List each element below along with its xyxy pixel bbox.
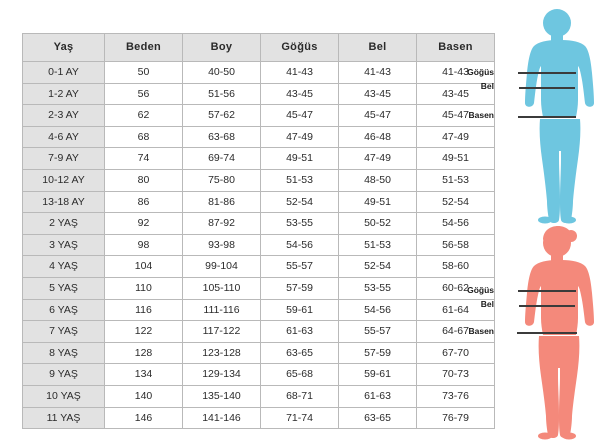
cell-basen: 45-47 — [417, 105, 495, 127]
cell-bel: 52-54 — [339, 256, 417, 278]
cell-boy: 75-80 — [183, 169, 261, 191]
cell-gogus: 54-56 — [261, 234, 339, 256]
boy-figure — [467, 6, 600, 224]
cell-age: 6 YAŞ — [23, 299, 105, 321]
table-row — [23, 126, 495, 148]
boy-hip-label: Basen — [468, 110, 494, 120]
cell-bel: 45-47 — [339, 105, 417, 127]
column-header-yas: Yaş — [23, 34, 105, 62]
cell-age: 8 YAŞ — [23, 342, 105, 364]
cell-basen: 64-67 — [417, 321, 495, 343]
cell-age: 2 YAŞ — [23, 213, 105, 235]
table-row — [23, 191, 495, 213]
cell-gogus: 65-68 — [261, 364, 339, 386]
cell-age: 4 YAŞ — [23, 256, 105, 278]
cell-age: 5 YAŞ — [23, 277, 105, 299]
cell-beden: 128 — [105, 342, 183, 364]
column-header-bel: Bel — [339, 34, 417, 62]
cell-bel: 63-65 — [339, 407, 417, 429]
cell-beden: 80 — [105, 169, 183, 191]
cell-basen: 76-79 — [417, 407, 495, 429]
cell-beden: 62 — [105, 105, 183, 127]
cell-gogus: 41-43 — [261, 62, 339, 84]
column-header-boy: Boy — [183, 34, 261, 62]
cell-bel: 51-53 — [339, 234, 417, 256]
cell-age: 9 YAŞ — [23, 364, 105, 386]
cell-basen: 51-53 — [417, 169, 495, 191]
table-row — [23, 62, 495, 84]
cell-beden: 68 — [105, 126, 183, 148]
table-row — [23, 83, 495, 105]
cell-boy: 123-128 — [183, 342, 261, 364]
cell-gogus: 61-63 — [261, 321, 339, 343]
cell-gogus: 55-57 — [261, 256, 339, 278]
cell-boy: 93-98 — [183, 234, 261, 256]
size-table-container — [22, 33, 494, 429]
table-row — [23, 385, 495, 407]
cell-boy: 129-134 — [183, 364, 261, 386]
cell-beden: 122 — [105, 321, 183, 343]
size-table-body — [23, 62, 495, 429]
cell-age: 7 YAŞ — [23, 321, 105, 343]
cell-boy: 63-68 — [183, 126, 261, 148]
cell-boy: 69-74 — [183, 148, 261, 170]
cell-beden: 110 — [105, 277, 183, 299]
cell-gogus: 71-74 — [261, 407, 339, 429]
cell-age: 1-2 AY — [23, 83, 105, 105]
cell-beden: 98 — [105, 234, 183, 256]
table-row — [23, 256, 495, 278]
table-row — [23, 342, 495, 364]
cell-boy: 141-146 — [183, 407, 261, 429]
table-row — [23, 299, 495, 321]
girl-hip-label: Basen — [468, 326, 494, 336]
cell-gogus: 57-59 — [261, 277, 339, 299]
cell-gogus: 59-61 — [261, 299, 339, 321]
cell-age: 3 YAŞ — [23, 234, 105, 256]
size-table — [22, 33, 495, 429]
body-figures — [467, 0, 600, 445]
cell-bel: 49-51 — [339, 191, 417, 213]
table-row — [23, 321, 495, 343]
cell-bel: 53-55 — [339, 277, 417, 299]
cell-beden: 134 — [105, 364, 183, 386]
table-header-row — [23, 34, 495, 62]
cell-age: 4-6 AY — [23, 126, 105, 148]
cell-gogus: 52-54 — [261, 191, 339, 213]
cell-basen: 58-60 — [417, 256, 495, 278]
column-header-beden: Beden — [105, 34, 183, 62]
cell-boy: 81-86 — [183, 191, 261, 213]
column-header-gogus: Göğüs — [261, 34, 339, 62]
cell-boy: 117-122 — [183, 321, 261, 343]
cell-gogus: 43-45 — [261, 83, 339, 105]
cell-beden: 104 — [105, 256, 183, 278]
girl-waist-label: Bel — [480, 299, 494, 309]
cell-beden: 50 — [105, 62, 183, 84]
table-row — [23, 277, 495, 299]
cell-basen: 43-45 — [417, 83, 495, 105]
cell-boy: 40-50 — [183, 62, 261, 84]
boy-chest-label: Göğüs — [467, 67, 494, 77]
cell-beden: 140 — [105, 385, 183, 407]
table-row — [23, 407, 495, 429]
girl-hip-line — [517, 332, 577, 334]
cell-beden: 116 — [105, 299, 183, 321]
girl-waist-line — [519, 305, 575, 307]
cell-age: 11 YAŞ — [23, 407, 105, 429]
cell-bel: 57-59 — [339, 342, 417, 364]
table-row — [23, 169, 495, 191]
boy-waist-line — [519, 87, 575, 89]
cell-basen: 54-56 — [417, 213, 495, 235]
cell-basen: 70-73 — [417, 364, 495, 386]
table-row — [23, 364, 495, 386]
cell-beden: 86 — [105, 191, 183, 213]
cell-bel: 47-49 — [339, 148, 417, 170]
cell-age: 10 YAŞ — [23, 385, 105, 407]
size-table-header — [23, 34, 495, 62]
table-row — [23, 148, 495, 170]
cell-gogus: 49-51 — [261, 148, 339, 170]
cell-basen: 41-43 — [417, 62, 495, 84]
cell-basen: 49-51 — [417, 148, 495, 170]
cell-beden: 74 — [105, 148, 183, 170]
cell-bel: 54-56 — [339, 299, 417, 321]
cell-bel: 43-45 — [339, 83, 417, 105]
cell-bel: 48-50 — [339, 169, 417, 191]
cell-boy: 105-110 — [183, 277, 261, 299]
cell-basen: 60-62 — [417, 277, 495, 299]
cell-basen: 67-70 — [417, 342, 495, 364]
cell-boy: 111-116 — [183, 299, 261, 321]
cell-age: 13-18 AY — [23, 191, 105, 213]
cell-boy: 99-104 — [183, 256, 261, 278]
cell-age: 0-1 AY — [23, 62, 105, 84]
boy-silhouette-icon — [514, 6, 600, 224]
cell-basen: 52-54 — [417, 191, 495, 213]
cell-bel: 59-61 — [339, 364, 417, 386]
boy-waist-label: Bel — [480, 81, 494, 91]
cell-basen: 47-49 — [417, 126, 495, 148]
cell-boy: 51-56 — [183, 83, 261, 105]
cell-age: 10-12 AY — [23, 169, 105, 191]
cell-boy: 135-140 — [183, 385, 261, 407]
cell-gogus: 53-55 — [261, 213, 339, 235]
boy-hip-line — [518, 116, 576, 118]
cell-gogus: 63-65 — [261, 342, 339, 364]
cell-bel: 46-48 — [339, 126, 417, 148]
table-row — [23, 105, 495, 127]
cell-bel: 41-43 — [339, 62, 417, 84]
cell-basen: 61-64 — [417, 299, 495, 321]
cell-gogus: 68-71 — [261, 385, 339, 407]
girl-chest-label: Göğüs — [467, 285, 494, 295]
column-header-basen: Basen — [417, 34, 495, 62]
cell-boy: 87-92 — [183, 213, 261, 235]
cell-gogus: 51-53 — [261, 169, 339, 191]
table-row — [23, 234, 495, 256]
cell-age: 7-9 AY — [23, 148, 105, 170]
cell-gogus: 45-47 — [261, 105, 339, 127]
cell-bel: 61-63 — [339, 385, 417, 407]
cell-boy: 57-62 — [183, 105, 261, 127]
table-row — [23, 213, 495, 235]
cell-beden: 92 — [105, 213, 183, 235]
cell-beden: 146 — [105, 407, 183, 429]
cell-basen: 56-58 — [417, 234, 495, 256]
cell-age: 2-3 AY — [23, 105, 105, 127]
boy-chest-line — [518, 72, 576, 74]
cell-bel: 55-57 — [339, 321, 417, 343]
cell-gogus: 47-49 — [261, 126, 339, 148]
cell-beden: 56 — [105, 83, 183, 105]
girl-figure — [467, 226, 600, 440]
girl-chest-line — [518, 290, 576, 292]
cell-basen: 73-76 — [417, 385, 495, 407]
cell-bel: 50-52 — [339, 213, 417, 235]
